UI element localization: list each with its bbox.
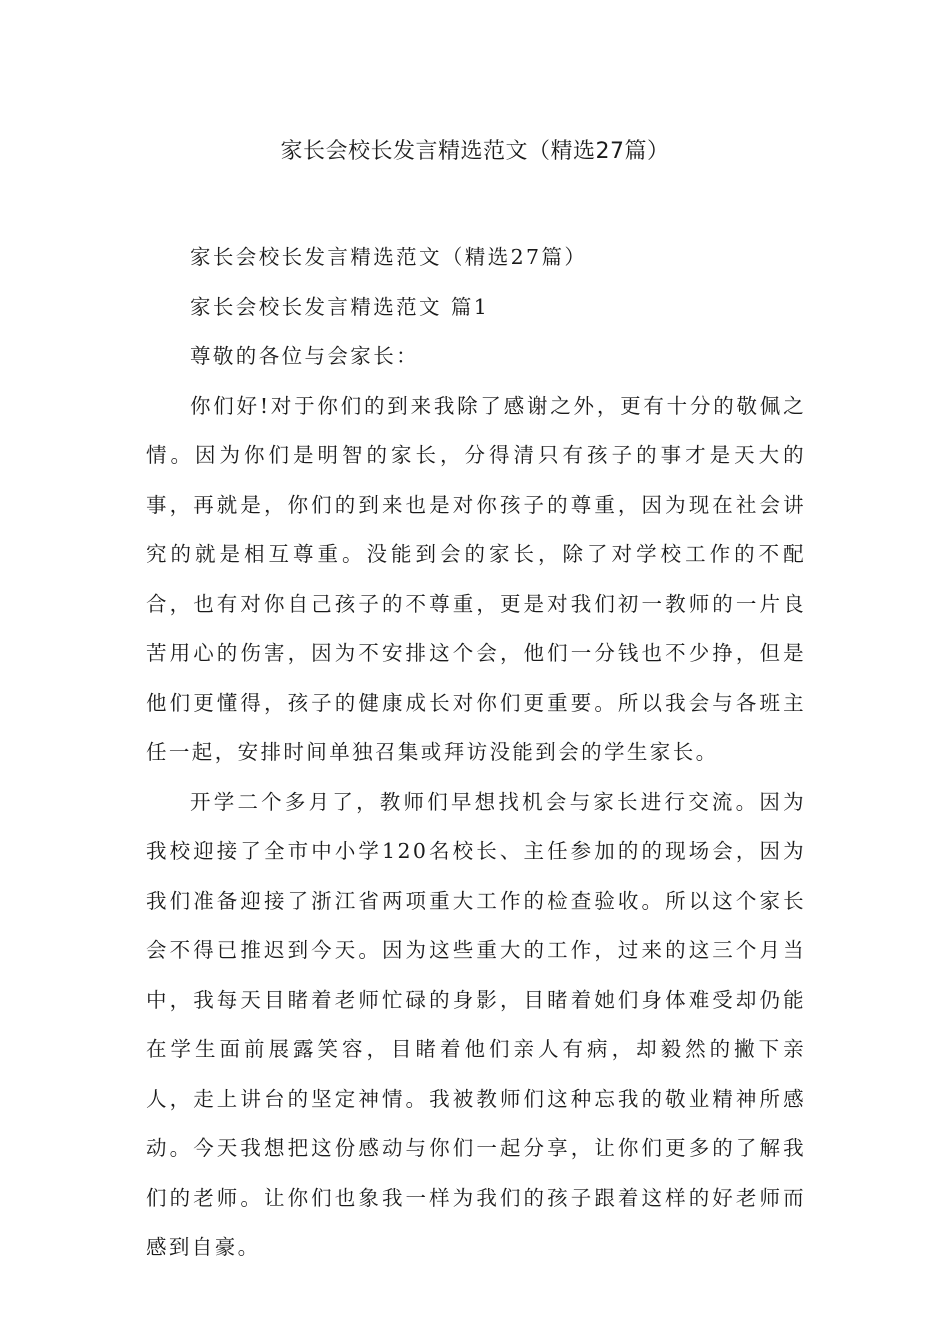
document-body bbox=[146, 233, 806, 1273]
paragraph-body-2: 开学二个多月了，教师们早想找机会与家长进行交流。因为我校迎接了全市中小学120名校长、主任参加的的现场会，因为我们准备迎接了浙江省两项重大工作的检查验收。所以这个家长会不得已推迟到今天。因为这些重大的工作，过来的这三个月当中，我每天目睹着老师忙碌的身影，目睹着她们身体难受却仍能在学生面前展露笑容，目睹着他们亲人有病，却毅然的撇下亲人，走上讲台的坚定神情。我被教师们这种忘我的敬业精神所感动。今天我想把这份感动与你们一起分享，让你们更多的了解我们的老师。让你们也象我一样为我们的孩子跟着这样的好老师而感到自豪。 bbox=[146, 789, 806, 1259]
paragraph-section-heading: 家长会校长发言精选范文 篇1 bbox=[190, 294, 490, 319]
paragraph-salutation: 尊敬的各位与会家长： bbox=[190, 344, 419, 368]
paragraph-body-1: 你们好!对于你们的到来我除了感谢之外，更有十分的敬佩之情。因为你们是明智的家长，分得清只有孩子的事才是天大的事，再就是，你们的到来也是对你孩子的尊重，因为现在社会讲究的就是相互尊重。没能到会的家长，除了对学校工作的不配合，也有对你自己孩子的不尊重，更是对我们初一教师的一片良苦用心的伤害，因为不安排这个会，他们一分钱也不少挣，但是他们更懂得，孩子的健康成长对你们更重要。所以我会与各班主任一起，安排时间单独召集或拜访没能到会的学生家长。 bbox=[146, 393, 806, 764]
paragraph-subtitle: 家长会校长发言精选范文（精选27篇） bbox=[190, 245, 588, 269]
page-title: 家长会校长发言精选范文（精选27篇） bbox=[280, 139, 670, 164]
